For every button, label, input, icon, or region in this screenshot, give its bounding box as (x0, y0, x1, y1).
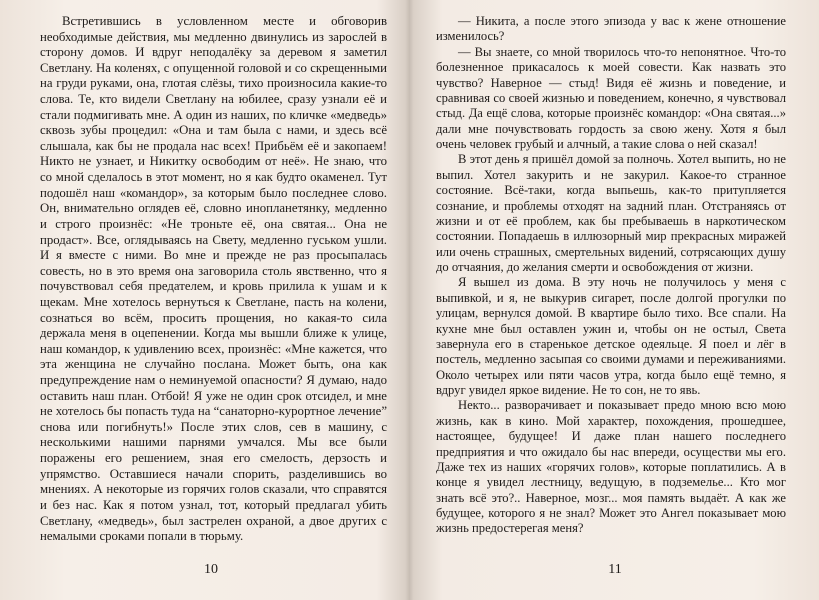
page-number: 10 (204, 562, 218, 577)
left-page (0, 0, 409, 600)
paragraph: — Никита, а после этого эпизода у вас к жене отношение изменилось? (436, 14, 786, 44)
paragraph: — Вы знаете, со мной творилось что-то непонятное. Что-то болезненное прикасалось к моей совести. Как назвать это чувство? Наверное — стыд! Видя её жизнь и поведение, и сравнивая со своей жизнью и поведением, конечно, я чувствовал стыд. Да ещё слова, которые произнёс командор: «Она святая...» дали мне почувствовать гордость за свою жену. Хотя я был очень человек грубый и алчный, а такие слова о ней сказал! (436, 44, 786, 151)
left-page-text (40, 14, 387, 545)
page-number: 11 (608, 562, 622, 577)
paragraph: В этот день я пришёл домой за полночь. Хотел выпить, но не выпил. Хотел закурить и не закурил. Какое-то странное состояние. Всё-таки, когда выпьешь, как-то притупляется сознание, и проблемы отходят на задний план. Отстраняясь от жизни и от её проблем, как бы пребываешь в наркотическом состоянии. Попадаешь в иллюзорный мир прекрасных миражей или очень страшных, смертельных видений, сотрясающих душу до отчаяния, до желания смерти и освобождения от жизни. (436, 152, 786, 274)
paragraph: Встретившись в условленном месте и обговорив необходимые действия, мы медленно двинулись из зарослей в сторону домов. И вдруг неподалёку за деревом я заметил Светлану. На коленях, с опущенной головой и со скрещенными на груди руками, она, глотая слёзы, тихо произносила какие-то слова. Те, кто видели Светлану на юбилее, сразу узнали её и стали подмигивать мне. А один из наших, по кличке «медведь» сквозь зубы процедил: «Она и там была с нами, и здесь всё слышала, как бы не продала нас всех! Прибьём её и закопаем! Никто не узнает, и Никитку освободим от неё». Не знаю, что со мной сделалось в этот момент, но я как будто окаменел. Тут подошёл наш «командор», за которым было последнее слово. Он, внимательно оглядев её, словно инопланетянку, медленно и строго произнёс: «Не троньте её, она святая... Она не продаст». Все, оглядываясь на Свету, медленно гуськом ушли. И я вместе с ними. Во мне и прежде не раз просыпалась совесть, но в это время она заговорила столь явственно, что я почувствовал себя предателем, и кровь прилила к ушам и к щекам. Мне хотелось вернуться к Светлане, пасть на колени, сознаться во всём, просить прощения, но какая-то сила держала меня в оцепенении. Когда мы вышли ближе к улице, наш командор, к удивлению всех, произнёс: «Мне кажется, что эта женщина не случайно послана. Может быть, она как предупреждение нам о неминуемой опасности? Я думаю, надо оставить наш план. Отбой! Я уже не один срок отсидел, и мне не хотелось бы попасть туда на “санаторно-курортное лечение” снова или погибнуть!» После этих слов, сев в машину, с несколькими нашими парнями умчался. Мы все были поражены его решением, зная его смелость, дерзость и упрямство. Оставшиеся начали спорить, разделившись во мнениях. А некоторые из горячих голов сказали, что справятся и без нас. Как я потом узнал, тот, который предлагал убить Светлану, «медведь», был застрелен охраной, а двое других с немалыми сроками попали в тюрьму. (40, 14, 387, 544)
paragraph: Я вышел из дома. В эту ночь не получилось у меня с выпивкой, и я, не выкурив сигарет, после долгой прогулки по улицам, вернулся домой. В квартире было тихо. Все спали. На кухне мне был оставлен ужин и, чтобы он не остыл, Света завернула его в старенькое детское одеяльце. Я поел и лёг в постель, медленно засыпая со своими думами и переживаниями. Около четырех или пяти часов утра, когда было ещё темно, я вдруг увидел яркое видение. Не то сон, не то явь. (436, 275, 786, 397)
right-page-text (436, 14, 786, 537)
right-page (410, 0, 819, 600)
paragraph: Некто... разворачивает и показывает предо мною всю мою жизнь, как в кино. Мой характер, похождения, прошедшее, настоящее, будущее! И даже план нашего последнего предприятия и что ожидало бы нас впереди, осуществи мы его. Даже тех из наших «горячих голов», которые поплатились. А в конце я увидел лестницу, ведущую, в подземелье... Кто мог знать всё это?.. Наверное, мозг... моя память выдаёт. А как же будущее, которого я не знал? Может это Ангел показывает мою жизнь предостерегая меня? (436, 398, 786, 536)
